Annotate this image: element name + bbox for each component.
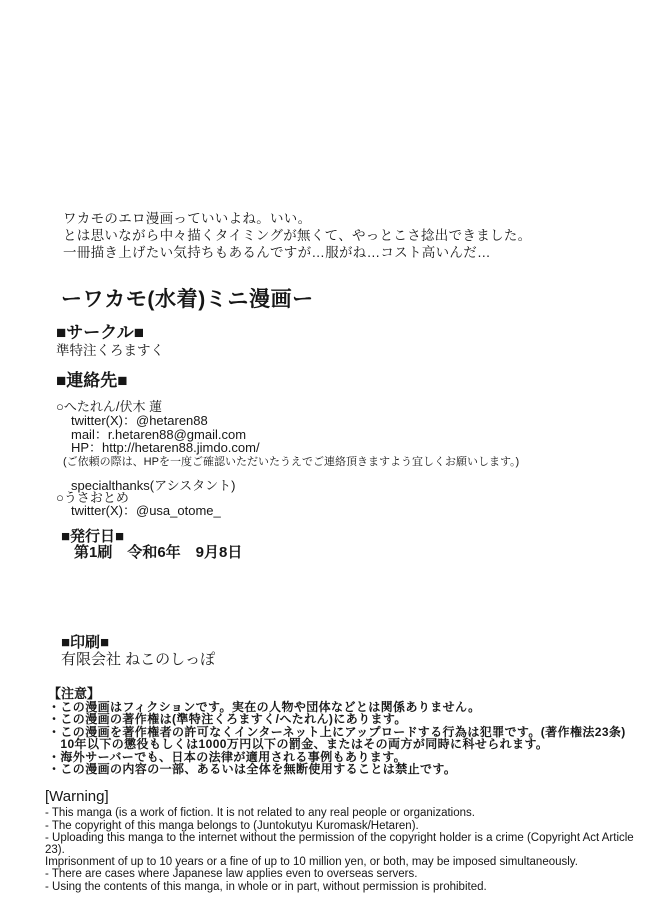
warning-line-2: - The copyright of this manga belongs to (Juntokutyu Kuromask/Hetaren). xyxy=(45,819,419,832)
assistant-twitter: twitter(X)：@usa_otome_ xyxy=(71,502,221,518)
printing-company: 有限会社 ねこのしっぽ xyxy=(61,651,216,668)
notice-line-5: ・海外サーバーでも、日本の法律が適用される事例もあります。 xyxy=(48,749,407,764)
warning-line-1: - This manga (is a work of fiction. It is not related to any real people or organizations. xyxy=(45,807,475,820)
author-twitter: twitter(X)：@hetaren88 xyxy=(71,413,208,428)
notice-line-1: ・この漫画はフィクションです。実在の人物や団体などとは関係ありません。 xyxy=(48,700,481,714)
circle-name: 準特注くろますく xyxy=(56,343,164,358)
page-title: ーワカモ(水着)ミニ漫画ー xyxy=(61,288,314,311)
author-name: ○へたれん/伏木 蓮 xyxy=(56,399,163,414)
circle-section xyxy=(56,323,650,358)
notice-heading: 【注意】 xyxy=(48,686,101,701)
special-thanks: specialthanks(アシスタント) xyxy=(71,477,236,493)
notice-line-4: 10年以下の懲役もしくは1000万円以下の罰金、またはその両方が同時に科せられます。 xyxy=(48,737,549,752)
author-homepage: HP：http://hetaren88.jimdo.com/ xyxy=(71,440,260,455)
warning-section xyxy=(45,788,650,892)
notice-line-6: ・この漫画の内容の一部、あるいは全体を無断使用することは禁止です。 xyxy=(48,762,457,777)
intro-line-1: ワカモのエロ漫画っていいよね。いい。 xyxy=(63,211,312,226)
contact-section xyxy=(56,371,650,517)
warning-heading: [Warning] xyxy=(45,788,109,806)
warning-line-5: - There are cases where Japanese law applies even to overseas servers. xyxy=(45,868,418,881)
assistant-name: ○うさおとめ xyxy=(56,490,129,505)
warning-line-4: Imprisonment of up to 10 years or a fine of up to 10 million yen, or both, may be imposed simultaneously. xyxy=(45,856,578,869)
notice-line-3: ・この漫画を著作権者の許可なくインターネット上にアップロードする行為は犯罪です。(著作権法23条) xyxy=(48,724,626,739)
notice-section xyxy=(48,687,650,775)
publication-section xyxy=(61,529,650,561)
author-mail: mail：r.hetaren88@gmail.com xyxy=(71,426,247,442)
intro-line-2: とは思いながら中々描くタイミングが無くて、やっとこさ捻出できました。 xyxy=(63,228,532,243)
warning-line-6: - Using the contents of this manga, in whole or in part, without permission is prohibited. xyxy=(45,880,487,893)
intro-paragraph xyxy=(63,210,650,261)
circle-section-heading: ■サークル■ xyxy=(56,323,145,342)
contact-section-heading: ■連絡先■ xyxy=(56,371,128,390)
publication-section-heading: ■発行日■ xyxy=(61,528,125,545)
request-note: (ご依頼の際は、HPを一度ご確認いただいたうえでご連絡頂きますよう宜しくお願いします。) xyxy=(63,455,520,468)
printing-section xyxy=(61,635,650,668)
printing-section-heading: ■印刷■ xyxy=(61,634,110,651)
warning-line-3: - Uploading this manga to the internet without the permission of the copyright holder is a crime (Copyright Act Article 23). xyxy=(45,831,634,857)
intro-line-3: 一冊描き上げたい気持ちもあるんですが…服がね…コスト高いんだ… xyxy=(63,245,491,260)
publication-date: 第1刷 令和6年 9月8日 xyxy=(74,544,243,561)
notice-line-2: ・この漫画の著作権は(準特注くろますく/へたれん)にあります。 xyxy=(48,712,407,727)
